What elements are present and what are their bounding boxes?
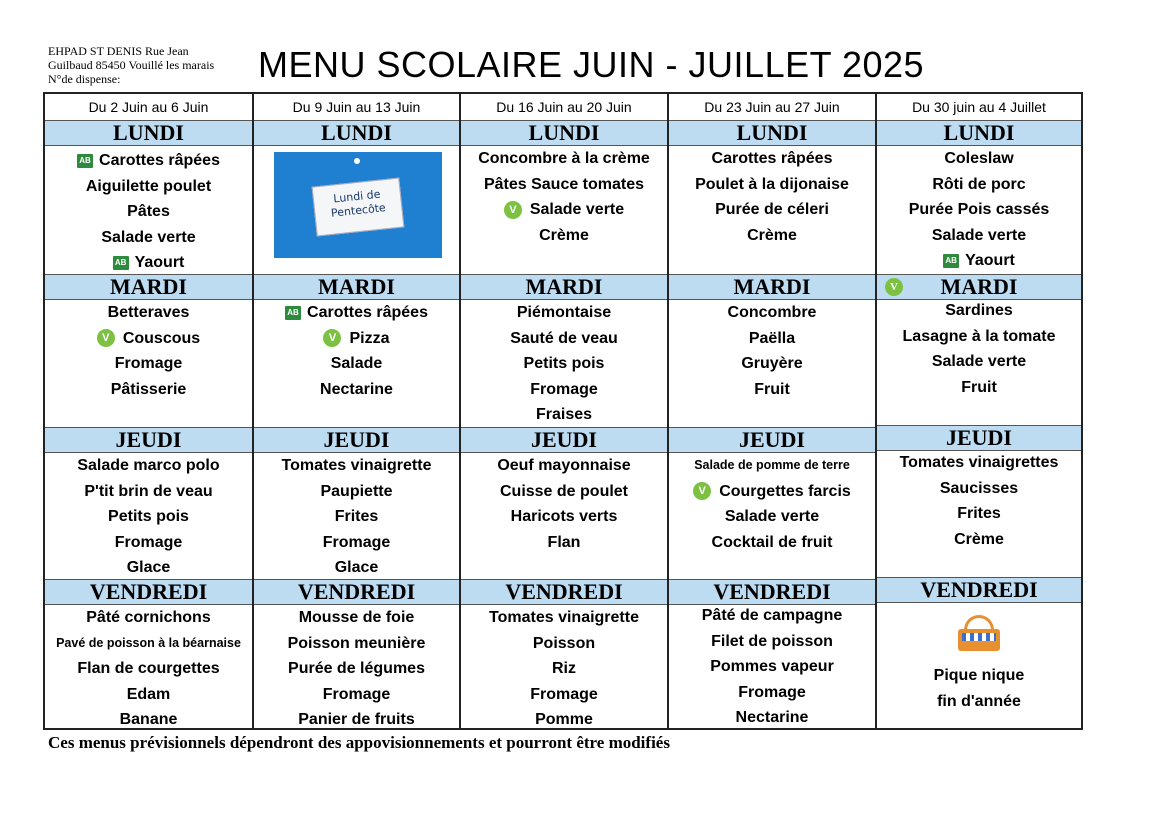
menu-item: Pizza <box>349 329 390 347</box>
menu-item: Fromage <box>530 685 598 703</box>
menu-item: Aiguilette poulet <box>85 177 212 195</box>
bio-label-icon: AB <box>113 256 129 270</box>
vegetarian-icon: V <box>693 482 711 500</box>
day-header-mardi-label: MARDI <box>940 274 1018 299</box>
menu-item: Glace <box>334 559 379 576</box>
menu-items <box>254 453 459 581</box>
menu-grid <box>43 92 1083 730</box>
menu-item: Yaourt <box>965 252 1015 269</box>
menu-item: Tomates vinaigrette <box>489 609 639 626</box>
menu-item: Fruit <box>754 380 790 398</box>
menu-item: Lasagne à la tomate <box>902 327 1056 345</box>
week-label: Du 30 juin au 4 Juillet <box>877 94 1081 121</box>
menu-item: Pâté cornichons <box>86 609 211 626</box>
menu-item: Purée Pois cassés <box>908 201 1050 218</box>
day-header-mardi <box>877 274 1081 300</box>
menu-item: Filet de poisson <box>711 632 833 650</box>
menu-item: Salade verte <box>529 201 625 218</box>
menu-item: Crème <box>954 530 1004 548</box>
menu-item: Nectarine <box>735 709 809 726</box>
menu-item: Paëlla <box>748 329 796 347</box>
menu-item: Fromage <box>114 355 183 372</box>
menu-item: Cuisse de poulet <box>499 482 629 500</box>
menu-item: Purée de céleri <box>715 201 829 218</box>
menu-item: Carottes râpées <box>711 150 833 167</box>
menu-items <box>254 605 459 733</box>
menu-item: Oeuf mayonnaise <box>497 457 631 474</box>
menu-item: Nectarine <box>320 380 393 398</box>
menu-item: Glace <box>126 559 171 576</box>
menu-item: Crème <box>539 226 589 244</box>
menu-item: Salade marco polo <box>77 457 220 474</box>
pentecote-illustration <box>274 152 442 258</box>
menu-item: Fromage <box>322 533 391 551</box>
menu-items <box>254 300 459 402</box>
menu-item: fin d'année <box>937 692 1021 710</box>
menu-item: Fromage <box>738 683 806 701</box>
menu-item: Pavé de poisson à la béarnaise <box>56 635 241 650</box>
bio-label-icon: AB <box>285 306 301 320</box>
menu-item: Pique nique <box>933 667 1025 684</box>
week-label: Du 9 Juin au 13 Juin <box>254 94 459 121</box>
menu-item: Pâtes Sauce tomates <box>483 175 645 193</box>
pin-icon <box>354 158 360 164</box>
menu-item: Tomates vinaigrettes <box>899 454 1059 471</box>
menu-items <box>877 450 1081 552</box>
pentecote-line-1: Lundi de <box>332 187 382 206</box>
vegetarian-icon: V <box>504 201 522 219</box>
menu-item: Flan de courgettes <box>77 660 220 677</box>
menu-item: Mousse de foie <box>298 609 415 626</box>
menu-item: Sardines <box>945 302 1013 319</box>
org-line-1: EHPAD ST DENIS Rue Jean <box>48 44 189 58</box>
menu-item: Pâtes <box>127 203 170 220</box>
menu-item: Fromage <box>322 685 391 703</box>
day-header-jeudi: JEUDI <box>461 427 667 453</box>
menu-item: Cocktail de fruit <box>711 533 833 551</box>
menu-item: Salade verte <box>931 226 1027 244</box>
day-header-jeudi: JEUDI <box>669 427 875 453</box>
pentecote-sign <box>312 178 405 237</box>
bio-label-icon: AB <box>77 154 93 168</box>
menu-items <box>669 146 875 248</box>
menu-item: Frites <box>334 508 379 525</box>
org-line-3: N°de dispense: <box>48 72 121 86</box>
menu-item: Panier de fruits <box>298 711 415 728</box>
day-header-lundi: LUNDI <box>877 120 1081 146</box>
establishment-info <box>48 44 258 86</box>
picnic-basket-icon <box>958 615 1000 653</box>
menu-item: Salade verte <box>101 228 196 246</box>
menu-item: Petits pois <box>108 508 189 525</box>
menu-item: Salade verte <box>931 353 1027 370</box>
menu-items <box>877 146 1081 274</box>
menu-item: Pommes vapeur <box>710 658 834 675</box>
day-header-vendredi: VENDREDI <box>461 579 667 605</box>
menu-item: Pomme <box>535 711 593 728</box>
menu-items <box>461 453 667 555</box>
page-title: MENU SCOLAIRE JUIN - JUILLET 2025 <box>258 44 925 85</box>
menu-item: Concombre à la crème <box>478 150 650 167</box>
menu-item: Sauté de veau <box>510 329 618 347</box>
week-label: Du 2 Juin au 6 Juin <box>45 94 252 121</box>
menu-items <box>45 148 252 276</box>
menu-item: Rôti de porc <box>932 175 1026 193</box>
menu-item: Tomates vinaigrette <box>281 457 432 474</box>
menu-item: Pâtisserie <box>110 380 187 398</box>
menu-item: Frites <box>957 505 1001 522</box>
menu-items <box>45 453 252 581</box>
menu-item: Haricots verts <box>510 508 618 525</box>
day-header-mardi: MARDI <box>461 274 667 300</box>
week-label: Du 16 Juin au 20 Juin <box>461 94 667 121</box>
day-header-lundi: LUNDI <box>669 120 875 146</box>
menu-item: Flan <box>547 533 581 551</box>
menu-item: Coleslaw <box>944 150 1014 167</box>
menu-items <box>461 146 667 248</box>
day-header-lundi: LUNDI <box>254 120 459 146</box>
week-column <box>45 94 254 728</box>
menu-items <box>877 298 1081 400</box>
week-column <box>461 94 669 728</box>
menu-item: Fromage <box>114 533 183 551</box>
day-header-jeudi: JEUDI <box>254 427 459 453</box>
menu-items <box>669 603 875 731</box>
menu-item: Salade verte <box>724 508 820 525</box>
menu-item: Paupiette <box>320 482 393 500</box>
menu-item: Gruyère <box>741 355 803 372</box>
menu-items <box>669 300 875 402</box>
pentecote-line-2: Pentecôte <box>330 201 387 220</box>
menu-items <box>461 605 667 733</box>
menu-item: Courgettes farcis <box>719 482 851 500</box>
menu-item: Poulet à la dijonaise <box>695 175 849 193</box>
menu-item: Purée de légumes <box>288 660 425 677</box>
week-column <box>669 94 877 728</box>
menu-item: Riz <box>552 660 576 677</box>
menu-item: Fraises <box>535 406 593 423</box>
day-header-mardi: MARDI <box>669 274 875 300</box>
menu-item: Petits pois <box>523 355 605 372</box>
day-header-vendredi: VENDREDI <box>45 579 252 605</box>
vegetarian-icon: V <box>323 329 341 347</box>
vegetarian-icon: V <box>97 329 115 347</box>
menu-item: Pâté de campagne <box>701 607 843 624</box>
week-label: Du 23 Juin au 27 Juin <box>669 94 875 121</box>
menu-item: Yaourt <box>134 254 185 271</box>
day-header-jeudi: JEUDI <box>45 427 252 453</box>
menu-item: Piémontaise <box>516 304 612 321</box>
day-header-vendredi: VENDREDI <box>877 577 1081 603</box>
menu-item: Edam <box>126 685 171 703</box>
menu-item: Fruit <box>961 378 997 396</box>
menu-item: Poisson <box>532 634 596 652</box>
menu-items <box>877 601 1081 714</box>
day-header-vendredi: VENDREDI <box>254 579 459 605</box>
day-header-lundi: LUNDI <box>461 120 667 146</box>
week-column <box>254 94 461 728</box>
vegetarian-icon: V <box>885 278 903 296</box>
menu-item: Poisson meunière <box>287 634 426 652</box>
menu-items <box>461 300 667 428</box>
bio-label-icon: AB <box>943 254 959 268</box>
menu-item: Fromage <box>530 380 598 398</box>
menu-items <box>45 300 252 402</box>
menu-item: P'tit brin de veau <box>84 482 213 500</box>
menu-item: Betteraves <box>107 304 190 321</box>
menu-item: Saucisses <box>939 479 1019 497</box>
day-header-mardi: MARDI <box>45 274 252 300</box>
org-line-2: Guilbaud 85450 Vouillé les marais <box>48 58 215 72</box>
menu-items <box>45 605 252 733</box>
menu-item: Concombre <box>727 304 817 321</box>
menu-item: Salade <box>330 355 383 372</box>
footer-note: Ces menus prévisionnels dépendront des appovisionnements et pourront être modifiés <box>48 733 670 752</box>
day-header-jeudi: JEUDI <box>877 425 1081 451</box>
menu-item: Carottes râpées <box>307 304 428 321</box>
menu-item: Salade de pomme de terre <box>694 458 850 472</box>
day-header-lundi: LUNDI <box>45 120 252 146</box>
week-column <box>877 94 1081 728</box>
menu-item: Crème <box>747 226 797 244</box>
menu-item: Couscous <box>122 329 201 347</box>
day-header-mardi: MARDI <box>254 274 459 300</box>
menu-item: Banane <box>119 711 178 728</box>
menu-item: Carottes râpées <box>99 152 220 169</box>
menu-items <box>669 453 875 555</box>
day-header-vendredi: VENDREDI <box>669 579 875 605</box>
